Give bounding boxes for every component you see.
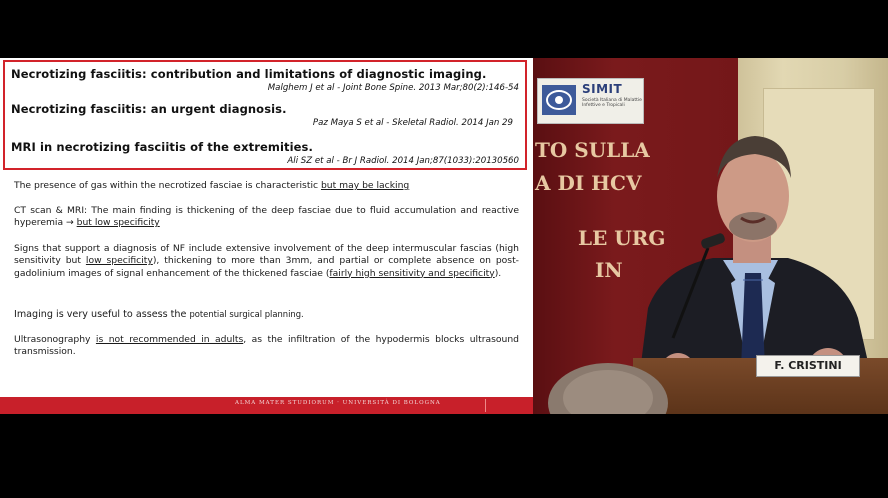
underlined-text: fairly high sensitivity and specificity bbox=[329, 267, 495, 279]
simit-subtitle: Società Italiana di Malattie Infettive e Tropicali bbox=[582, 98, 642, 109]
paragraph-text: , as the infiltration of the hypodermis blocks ultrasound transmission. bbox=[14, 334, 520, 358]
footer-text: ALMA MATER STUDIORUM · UNIVERSITÀ DI BOLOGNA bbox=[235, 400, 441, 406]
paragraph-imaging bbox=[14, 308, 519, 321]
banner-text: A DI HCV bbox=[535, 171, 642, 195]
banner-text: TO SULLA bbox=[535, 138, 650, 162]
banner-text: LE URG bbox=[578, 226, 666, 250]
underlined-text: but may be lacking bbox=[320, 180, 410, 191]
paragraph-signs bbox=[14, 243, 519, 280]
reference-citation: Malghem J et al - Joint Bone Spine. 2013 Mar;80(2):146-54 bbox=[267, 83, 519, 93]
paragraph-text: ). bbox=[494, 267, 502, 279]
reference-citation: Paz Maya S et al - Skeletal Radiol. 2014 Jan 29 bbox=[312, 118, 513, 128]
simit-logo-icon bbox=[542, 85, 576, 115]
footer-divider bbox=[485, 399, 486, 412]
paragraph-text: potential surgical planning. bbox=[189, 309, 304, 319]
paragraph-text: Imaging is very useful to assess the bbox=[14, 309, 190, 320]
banner-text: IN bbox=[595, 258, 623, 282]
paragraph-text: The presence of gas within the necrotized fasciae is characteristic bbox=[14, 180, 321, 191]
underlined-text: low specificity bbox=[85, 255, 153, 267]
paragraph-text: CT scan & MRI: The main finding is thickening of the deep fasciae due to fluid accumulation and reactive hyperemia → bbox=[14, 205, 519, 229]
paragraph-text: Ultrasonography bbox=[14, 334, 96, 345]
simit-name: SIMIT bbox=[582, 82, 623, 96]
speaker-nameplate: F. CRISTINI bbox=[756, 355, 860, 377]
paragraph-ct-mri bbox=[14, 205, 519, 230]
paragraph-text: Signs that support a diagnosis of NF include extensive involvement of the deep intermuscular fascias (high sensitivity but bbox=[14, 243, 519, 267]
references-box bbox=[3, 60, 527, 170]
reference-title: Necrotizing fasciitis: contribution and limitations of diagnostic imaging. bbox=[11, 67, 487, 81]
paragraph-ultrasonography bbox=[14, 334, 519, 359]
slide-footer bbox=[0, 397, 533, 414]
reference-title: MRI in necrotizing fasciitis of the extremities. bbox=[11, 140, 313, 154]
reference-title: Necrotizing fasciitis: an urgent diagnosis. bbox=[11, 102, 287, 116]
audience-head bbox=[533, 343, 683, 414]
underlined-text: is not recommended in adults bbox=[95, 334, 244, 345]
presentation-slide bbox=[0, 58, 533, 414]
speaker-video bbox=[533, 58, 888, 414]
paragraph-gas bbox=[14, 180, 519, 192]
underlined-text: but low specificity bbox=[76, 217, 160, 229]
paragraph-text: ), thickening to more than 3mm, and partial or complete absence on post-gadolinium images of signal enhancement of the thickened fasciae ( bbox=[14, 255, 519, 279]
reference-citation: Ali SZ et al - Br J Radiol. 2014 Jan;87(1033):20130560 bbox=[287, 156, 519, 166]
